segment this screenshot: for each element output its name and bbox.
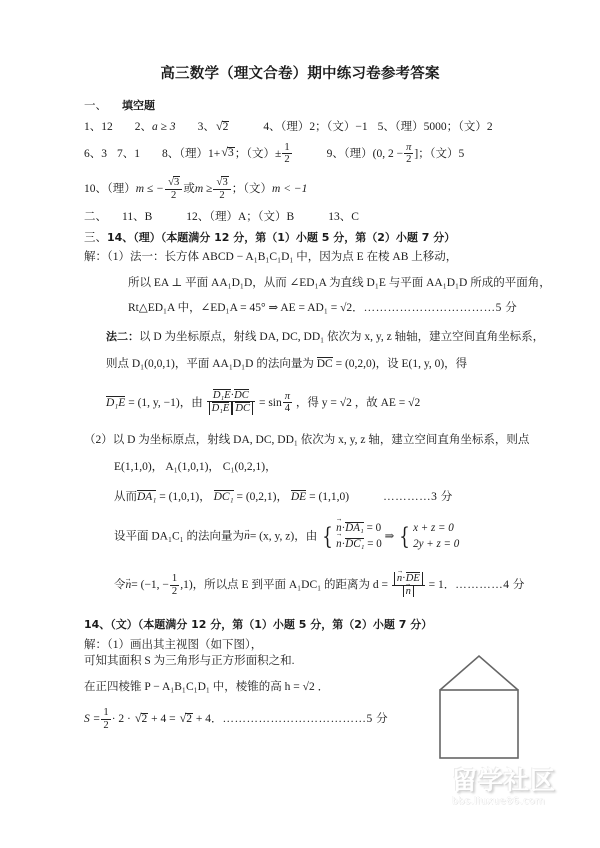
part2-line5-a: 令 [114, 579, 126, 592]
equation-system-1: { → n·DA₁ = 0 → n·DC₁ = 0 [320, 521, 382, 552]
wen-line4-a: S = [84, 713, 101, 726]
score-4: …………4 分 [455, 579, 525, 592]
fraction-one-half-area: $\frac{1}{2}$ [103, 707, 109, 731]
wen-line4-b: · 2 · √2 + 4 = √2 + 4． [111, 711, 223, 726]
part2-line1: （2）以 D 为坐标原点，射线 DA, DC, DD₁ 依次为 x, y, z 轴，建立空间直角坐标系，则点 [84, 433, 530, 446]
method2-line2-a: 则点 D₁(0,0,1)，平面 AA₁D₁D 的法向量为 [106, 358, 314, 371]
answer-q2-value: a ≥ 3 [152, 121, 176, 133]
part2-line5-b: = (−1, − [131, 579, 169, 592]
fraction-pi-over-2-q9: $\frac{\pi}{2}$ [406, 141, 412, 165]
section-one-label: 一、 [84, 100, 107, 112]
answer-q13: 13、C [328, 211, 359, 224]
fraction-one-half-n: $\frac{1}{2}$ [171, 573, 178, 597]
part2-line3 [84, 490, 516, 504]
vector-DE: DE [290, 490, 307, 503]
implies-symbol: ⇒ [384, 530, 395, 543]
answer-q10-m1: m ≤ − [135, 183, 164, 196]
part2-line3-e2: = (0,2,1)， [236, 490, 288, 503]
answer-q8-prefix: 8、（理） [162, 147, 208, 160]
front-view-diagram [428, 652, 540, 760]
answer-q1: 1、12 [84, 121, 113, 133]
part2-line5 [84, 572, 525, 597]
part2-line4 [84, 521, 516, 552]
part2-line4-b: = (x, y, z)，由 [249, 530, 318, 543]
method2-line2-c: = (0,2,0)，设 E(1, y, 0)，得 [335, 358, 468, 371]
watermark-url: bbs.liuxue86.com [452, 796, 546, 807]
answer-q9-open: (0, 2 − [372, 147, 404, 160]
method2-label: 法二： [106, 329, 139, 343]
fraction-sqrt3-over-2-a: $\frac{√3}{2}$ [165, 176, 182, 201]
fraction-pi-over-4: $\frac{\pi}{4}$ [284, 390, 291, 415]
fraction-half-q8: $\frac{1}{2}$ [284, 141, 290, 165]
document-body [84, 62, 551, 739]
answer-q10-tail: ；（文） [231, 183, 273, 196]
method2-line3-b: = (1, y, −1)，由 [128, 396, 203, 409]
method2-line3-d: ，得 y = √2 ，故 AE = √2 [295, 396, 421, 409]
watermark [452, 768, 600, 838]
section-two-label: 二、 [84, 211, 107, 224]
answer-q10-mid: 或 [183, 183, 195, 196]
answer-q10-tail2: m < −1 [272, 183, 308, 196]
fraction-sqrt3-over-2-b: $\frac{√3}{2}$ [213, 176, 230, 201]
section-three-heading: 14、（理）（本题满分 12 分，第（1）小题 5 分，第（2）小题 7 分） [107, 230, 456, 244]
answer-q10-prefix: 10、（理） [84, 183, 136, 196]
solution-part1-method1 [84, 252, 516, 264]
part2-line3-e3: = (1,1,0) [309, 490, 350, 503]
part1-method1-text: （1）法一：长方体 ABCD − A₁B₁C₁D₁ 中，因为点 E 在棱 AB 上移动， [107, 251, 458, 264]
section-three-label: 三、 [84, 231, 107, 244]
vector-D1E: D₁E [106, 396, 126, 409]
sqrt-2-q3: √2 [215, 119, 229, 133]
answer-q9-prefix: 9、（理） [326, 147, 373, 160]
vector-DC1: DC₁ [213, 490, 234, 503]
answer-q2-prefix: 2、 [134, 121, 152, 133]
triangle-shape [440, 656, 518, 690]
solve-label: 解： [84, 251, 107, 264]
answers-row-2: 6、3 7、1 8、（理）1+√3；（文）± $\frac{1}{2}$ 9、（理）(0, 2 − $\frac{\pi}{2}$ ]；（文）5 [84, 141, 465, 165]
answer-q3-prefix: 3、 [197, 121, 215, 133]
answer-q10-m2: m ≥ [194, 183, 213, 196]
wen-heading [84, 619, 516, 632]
vector-DC: DC [316, 358, 333, 371]
part2-line3-e1: = (1,0,1)， [159, 490, 211, 503]
vector-DA1: DA₁ [137, 490, 157, 503]
answers-row-3 [84, 176, 516, 201]
method2-line1: 以 D 为坐标原点，射线 DA, DC, DD₁ 依次为 x, y, z 轴轴，建立空间直角坐标系， [139, 330, 545, 343]
fraction-cos-expression: $\frac{\text{D₁E·DC}}{\text{D₁E DC}}$ [207, 389, 255, 415]
normal-vector-n: → n [244, 531, 250, 543]
front-view-svg [428, 652, 540, 760]
section-three-header [84, 232, 516, 245]
section-two-row [84, 212, 516, 224]
fraction-distance-formula: → n·DE → n [392, 572, 425, 597]
line-therefore: 所以 EA ⊥ 平面 AA₁D₁D，从而 ∠ED₁A 为直线 D₁E 与平面 AA₁D₁D 所成的平面角， [128, 276, 551, 289]
method2-line3 [84, 389, 516, 415]
equation-system-2: { x + z = 0 2y + z = 0 [399, 522, 460, 551]
answer-q4: 4、（理）2；（文）−1 [263, 121, 368, 133]
score-3: …………3 分 [383, 490, 453, 503]
answer-q6: 6、3 [84, 147, 107, 160]
sqrt-3-q8: √3 [221, 145, 234, 160]
method2-line [84, 329, 545, 344]
wen-line2: 可知其面积 S 为三角形与正方形面积之和. [84, 655, 295, 668]
page-title: 高三数学（理文合卷）期中练习卷参考答案 [160, 66, 440, 82]
part2-line5-d: = 1． [428, 579, 456, 592]
answer-q12: 12、（理）A；（文）B [186, 211, 295, 224]
answers-row-1 [84, 120, 516, 134]
line-rt-text: Rt△ED₁A 中，∠ED₁A = 45° ⇒ AE = AD₁ = √2． [128, 302, 364, 315]
wen-line1: 解：（1）画出其主视图（如下图）， [84, 638, 263, 651]
wen-heading-text: 14、（文）（本题满分 12 分，第（1）小题 5 分，第（2）小题 7 分） [84, 618, 433, 632]
method2-line3-c: = sin [258, 396, 282, 409]
section-one-heading: 填空题 [122, 99, 155, 112]
method2-line2 [84, 357, 516, 371]
wen-line3: 在正四棱锥 P − A₁B₁C₁D₁ 中，棱锥的高 h = √2 ． [84, 680, 330, 693]
part2-line5-c: ,1)，所以点 E 到平面 A₁DC₁ 的距离为 d = [180, 579, 388, 592]
line-right-triangle [84, 303, 516, 315]
score-5a: ……………………………5 分 [363, 302, 518, 315]
answer-q11: 11、B [122, 211, 153, 224]
answer-q5: 5、（理）5000；（文）2 [377, 121, 493, 133]
part2-line3-prefix: 从而 [114, 490, 137, 503]
score-5b: ………………………………5 分 [222, 713, 389, 726]
part2-line2: E(1,1,0)， A₁(1,0,1)， C₁(0,2,1)， [114, 461, 277, 474]
answer-q9-close: ]；（文）5 [414, 147, 465, 160]
square-shape [440, 690, 518, 758]
normal-vector-n-value: → n [126, 580, 132, 592]
answer-q7: 7、1 [117, 147, 140, 160]
watermark-text: 留学社区 [452, 766, 557, 795]
section-one-header [84, 97, 516, 113]
part2-line4-a: 设平面 DA₁C₁ 的法向量为 [114, 530, 245, 543]
